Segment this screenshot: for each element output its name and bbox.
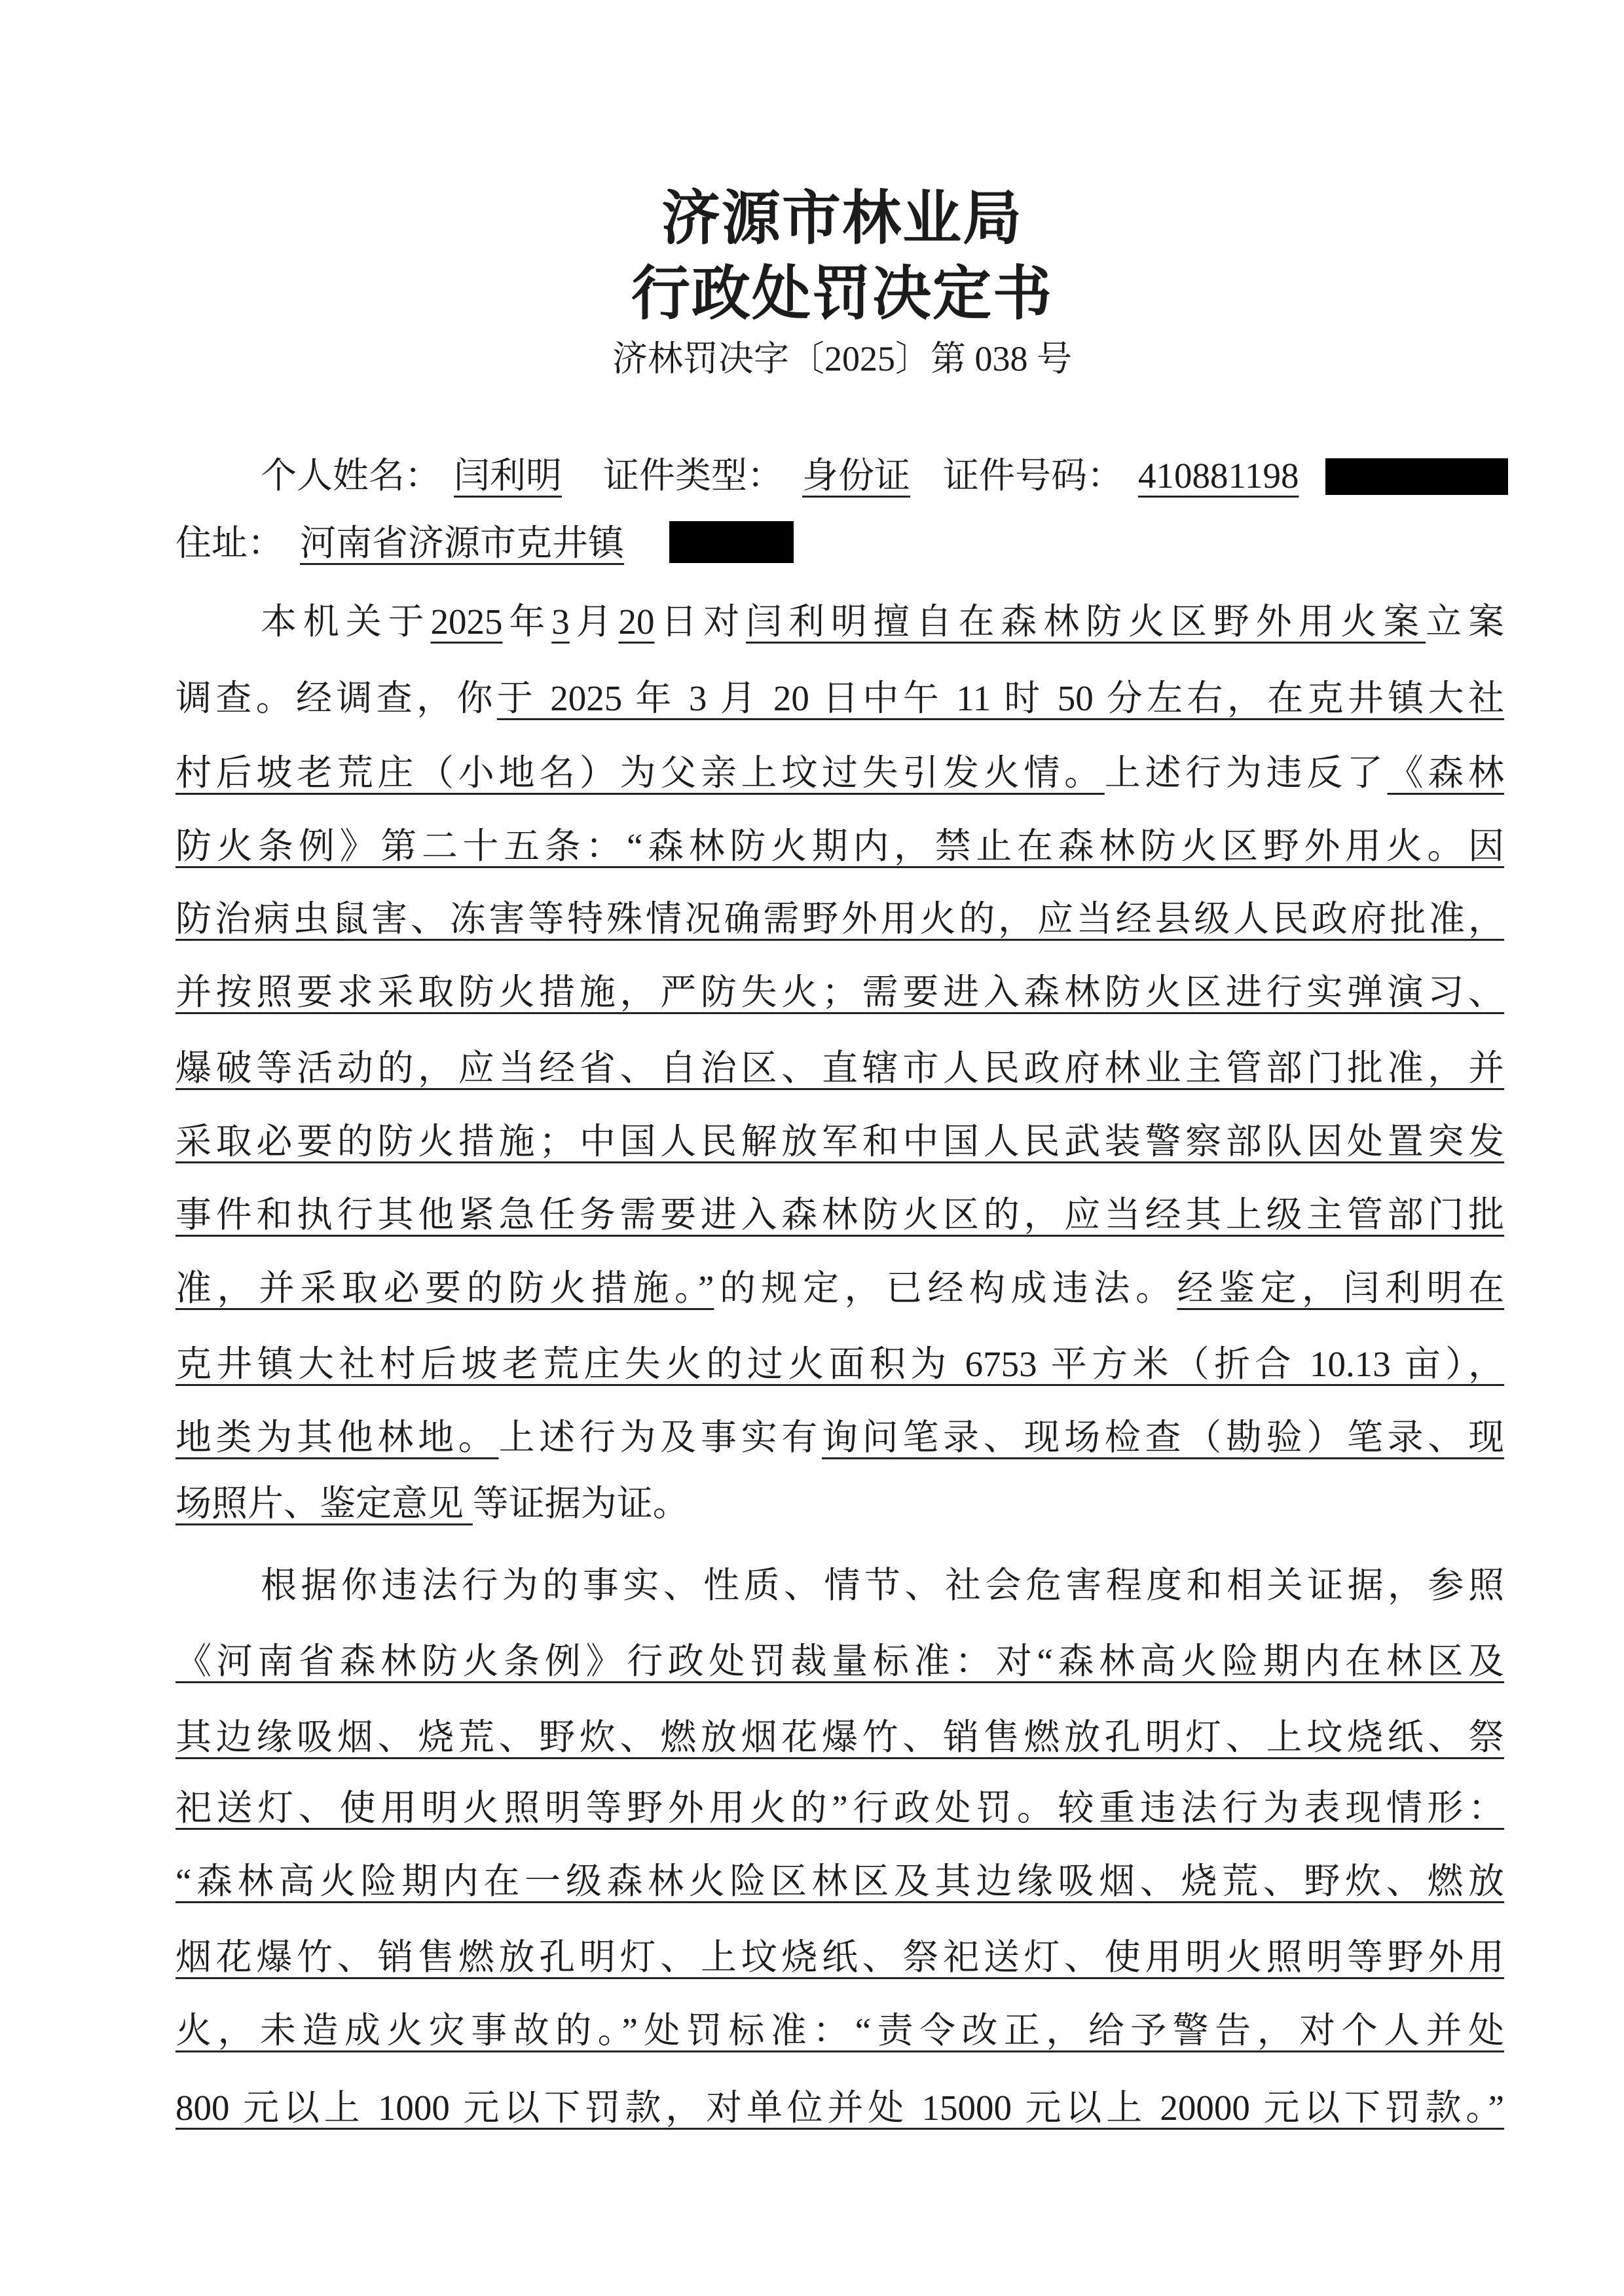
text-segment: 800 元以上 1000 元以下罚款，对单位并处 15000 元以上 20000 元以下罚款。”	[175, 2088, 1504, 2128]
agency-title: 济源市林业局	[661, 187, 1023, 251]
text-segment: 事件和执行其他紧急任务需要进入森林防火区的，应当经其上级主管部门批	[175, 1195, 1504, 1235]
text-segment: “森林高火险期内在一级森林火险区林区及其边缘吸烟、烧荒、野炊、燃放	[175, 1861, 1504, 1901]
facts-line-12	[175, 1412, 1504, 1464]
text-segment: 并按照要求采取防火措施，严防失火；需要进入森林防火区进行实弹演习、	[175, 972, 1504, 1012]
document-title: 行政处罚决定书	[631, 262, 1053, 327]
id-type-value: 身份证	[802, 456, 911, 496]
text-segment: 根据你违法行为的事实、性质、情节、社会危害程度和相关证据，参照	[261, 1565, 1504, 1605]
text-segment: 3	[551, 602, 570, 642]
address-value: 河南省济源市克井镇	[300, 523, 625, 563]
text-segment: 祀送灯、使用明火照明等野外用火的”行政处罚。较重违法行为表现情形：	[175, 1788, 1504, 1828]
id-number-label: 证件号码：	[943, 456, 1124, 496]
text-segment: 爆破等活动的，应当经省、自治区、直辖市人民政府林业主管部门批准，并	[175, 1048, 1504, 1088]
text-segment: 上述行为违反了	[1104, 753, 1388, 793]
text-segment: 准，并采取必要的防火措施。”	[175, 1268, 714, 1308]
basis-line-8	[175, 2082, 1504, 2134]
basis-line-7	[175, 2005, 1504, 2057]
basis-line-1	[261, 1559, 1504, 1612]
text-segment: 克井镇大社村后坡老荒庄失火的过火面积为 6753 平方米（折合 10.13 亩），	[175, 1344, 1504, 1384]
text-segment: 《森林	[1387, 753, 1504, 793]
facts-line-11	[175, 1338, 1504, 1391]
text-segment: 等证据为证。	[472, 1484, 689, 1523]
facts-line-3	[175, 747, 1504, 799]
facts-line-4	[175, 820, 1504, 873]
basis-line-6	[175, 1931, 1504, 1984]
text-segment: 询问笔录、现场检查（勘验）笔录、现	[822, 1417, 1504, 1457]
facts-line-5	[175, 893, 1504, 945]
text-segment: 《河南省森林防火条例》行政处罚裁量标准：对“森林高火险期内在林区及	[175, 1641, 1504, 1681]
id-number-redaction-box	[1325, 458, 1508, 495]
basis-line-3	[175, 1711, 1504, 1764]
text-segment: 于 2025 年 3 月 20 日中午 11 时 50 分左右，在克井镇大社	[496, 678, 1504, 718]
text-segment: 上述行为及事实有	[498, 1417, 822, 1457]
name-label: 个人姓名：	[261, 456, 441, 496]
text-segment: 本机关于	[261, 602, 431, 642]
facts-line-2	[175, 672, 1504, 725]
text-segment: 村后坡老荒庄（小地名）为父亲上坟过失引发火情。	[175, 753, 1105, 793]
text-segment: 防火条例》第二十五条：“森林防火期内，禁止在森林防火区野外用火。因	[175, 826, 1504, 866]
facts-line-13	[175, 1478, 1504, 1530]
text-segment: 日对	[654, 602, 747, 642]
id-number-value: 410881198	[1138, 456, 1299, 496]
text-segment: 调查。经调查，你	[175, 678, 497, 718]
text-segment: 闫利明擅自在森林防火区野外用火案	[746, 602, 1426, 642]
facts-line-8	[175, 1116, 1504, 1168]
text-segment: 的规定，已经构成违法。	[714, 1268, 1177, 1308]
facts-line-9	[175, 1189, 1504, 1241]
basis-line-4	[175, 1782, 1504, 1834]
text-segment: 烟花爆竹、销售燃放孔明灯、上坟烧纸、祭祀送灯、使用明火照明等野外用	[175, 1937, 1504, 1977]
text-segment: 立案	[1426, 602, 1504, 642]
text-segment: 经鉴定，闫利明在	[1177, 1268, 1504, 1308]
text-segment: 月	[569, 602, 619, 642]
text-segment: 火，未造成火灾事故的。”处罚标准：“责令改正，给予警告，对个人并处	[175, 2011, 1504, 2050]
address-label: 住址：	[175, 523, 284, 563]
text-segment: 其边缘吸烟、烧荒、野炊、燃放烟花爆竹、销售燃放孔明灯、上坟烧纸、祭	[175, 1717, 1504, 1757]
facts-line-1	[261, 596, 1504, 648]
text-segment: 场照片、鉴定意见	[175, 1484, 473, 1523]
facts-line-6	[175, 966, 1504, 1019]
facts-line-10	[175, 1262, 1504, 1315]
text-segment: 年	[502, 602, 552, 642]
text-segment: 采取必要的防火措施；中国人民解放军和中国人民武装警察部队因处置突发	[175, 1121, 1504, 1161]
basis-line-2	[175, 1635, 1504, 1688]
facts-line-7	[175, 1042, 1504, 1095]
text-segment: 2025	[430, 602, 503, 642]
party-name: 闫利明	[454, 456, 563, 496]
text-segment: 防治病虫鼠害、冻害等特殊情况确需野外用火的，应当经县级人民政府批准，	[175, 899, 1504, 939]
document-number: 济林罚决字〔2025〕第 038 号	[612, 339, 1072, 378]
text-segment: 地类为其他林地。	[175, 1417, 499, 1457]
basis-line-5	[175, 1855, 1504, 1908]
id-type-label: 证件类型：	[603, 456, 784, 496]
text-segment: 20	[618, 602, 655, 642]
address-redaction-box	[669, 521, 794, 563]
